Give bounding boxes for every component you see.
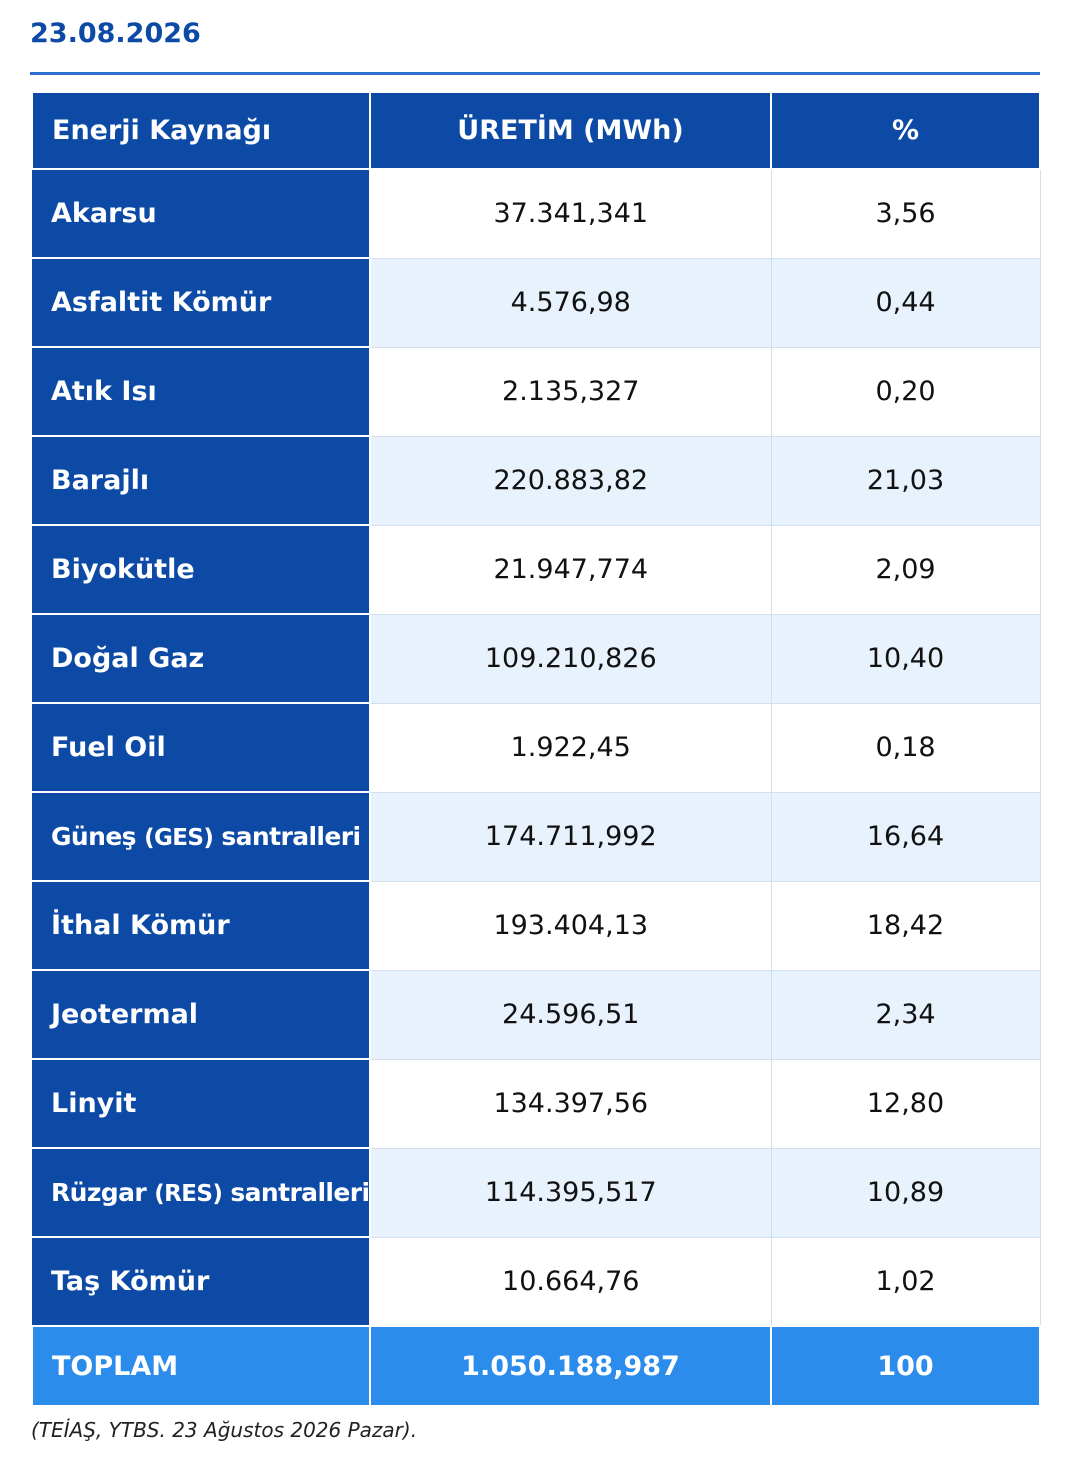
table-row [32,970,1040,1059]
row-percent: 2,09 [771,525,1040,614]
row-production: 134.397,56 [370,1059,771,1148]
row-production: 193.404,13 [370,881,771,970]
row-source-name: Rüzgar [51,1178,147,1207]
row-source-tag: (GES) [144,825,214,851]
title-divider [30,72,1040,75]
row-production: 10.664,76 [370,1237,771,1326]
page-date: 23.08.2026 [30,18,201,49]
table-row [32,703,1040,792]
row-production: 24.596,51 [370,970,771,1059]
row-percent: 10,89 [771,1148,1040,1237]
row-percent: 0,20 [771,347,1040,436]
row-source: Fuel Oil [32,703,370,792]
table-row [32,1148,1040,1237]
row-source-tag: (RES) [154,1181,223,1207]
row-percent: 12,80 [771,1059,1040,1148]
row-percent: 16,64 [771,792,1040,881]
table-row [32,258,1040,347]
row-source-suffix: santralleri [221,822,361,851]
table-row [32,347,1040,436]
row-percent: 21,03 [771,436,1040,525]
row-production: 174.711,992 [370,792,771,881]
row-percent: 0,18 [771,703,1040,792]
row-production: 220.883,82 [370,436,771,525]
header-percent: % [771,92,1040,169]
row-source: İthal Kömür [32,881,370,970]
row-percent: 0,44 [771,258,1040,347]
row-source [32,1148,370,1237]
total-label: TOPLAM [32,1326,370,1406]
row-percent: 3,56 [771,169,1040,258]
table-body [32,169,1040,1326]
row-source: Biyokütle [32,525,370,614]
row-source: Atık Isı [32,347,370,436]
row-percent: 10,40 [771,614,1040,703]
row-production: 2.135,327 [370,347,771,436]
row-percent: 1,02 [771,1237,1040,1326]
row-source-name: Güneş [51,822,136,851]
header-production: ÜRETİM (MWh) [370,92,771,169]
table-row [32,614,1040,703]
row-percent: 18,42 [771,881,1040,970]
total-row [32,1326,1040,1406]
table-footer [32,1326,1040,1406]
total-production: 1.050.188,987 [370,1326,771,1406]
energy-production-table [31,91,1041,1407]
row-source: Akarsu [32,169,370,258]
row-source: Taş Kömür [32,1237,370,1326]
row-production: 1.922,45 [370,703,771,792]
row-source: Barajlı [32,436,370,525]
row-production: 4.576,98 [370,258,771,347]
row-production: 114.395,517 [370,1148,771,1237]
table-row [32,436,1040,525]
row-source-suffix: santralleri [230,1178,370,1207]
row-production: 21.947,774 [370,525,771,614]
row-source [32,792,370,881]
row-source: Asfaltit Kömür [32,258,370,347]
row-source: Doğal Gaz [32,614,370,703]
total-percent: 100 [771,1326,1040,1406]
table-row [32,525,1040,614]
header-energy-source: Enerji Kaynağı [32,92,370,169]
header-row [32,92,1040,169]
row-production: 109.210,826 [370,614,771,703]
table-row [32,881,1040,970]
table-row [32,1059,1040,1148]
table-row [32,792,1040,881]
table-header [32,92,1040,169]
table-row [32,169,1040,258]
row-production: 37.341,341 [370,169,771,258]
table-row [32,1237,1040,1326]
row-percent: 2,34 [771,970,1040,1059]
row-source: Jeotermal [32,970,370,1059]
row-source: Linyit [32,1059,370,1148]
source-citation: (TEİAŞ, YTBS. 23 Ağustos 2026 Pazar). [31,1418,418,1442]
